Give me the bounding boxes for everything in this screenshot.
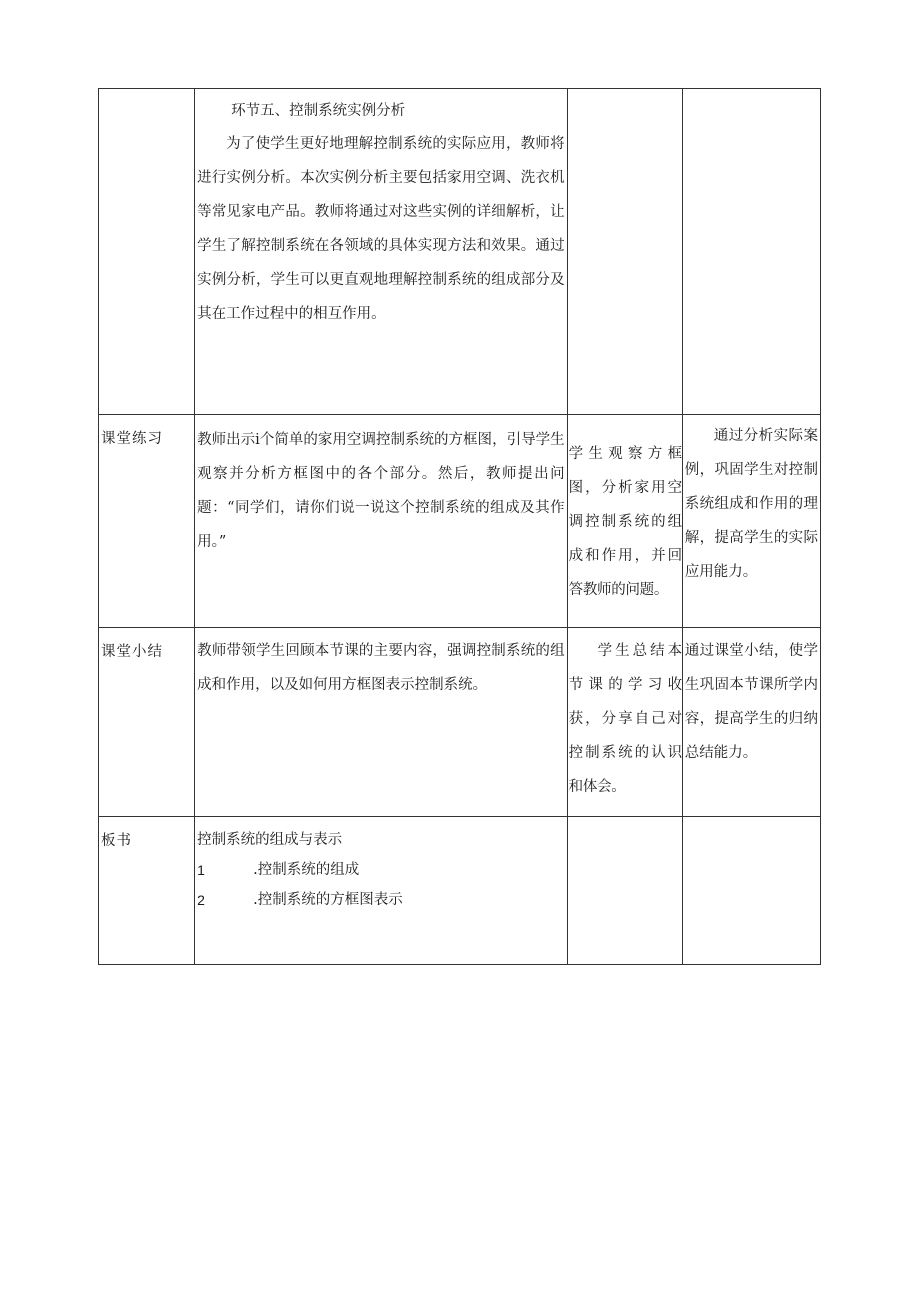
student-activity-text: 学生总结本节课的学习收获，分享自己对控制系统的认识和体会。 [568,643,682,795]
row-label: 板书 [101,833,132,849]
board-title: 控制系统的组成与表示 [197,832,343,848]
teacher-activity-cell [195,89,568,415]
table-row [99,89,821,415]
design-purpose-cell [682,817,820,965]
design-purpose-cell [682,415,820,628]
teacher-activity-text: 教师出示i个简单的家用空调控制系统的方框图，引导学生观察并分析方框图中的各个部分。然后，教师提出问题：“同学们，请你们说一说这个控制系统的组成及其作用。” [197,432,565,550]
design-purpose-text: 通过课堂小结，使学生巩固本节课所学内容，提高学生的归纳总结能力。 [684,643,818,761]
student-activity-cell [567,817,682,965]
lesson-plan-table [98,88,821,965]
table-row [99,817,821,965]
board-item [197,855,565,885]
design-purpose-cell [682,628,820,817]
student-activity-cell [567,89,682,415]
design-purpose-text: 通过分析实际案例，巩固学生对控制系统组成和作用的理解，提高学生的实际应用能力。 [684,428,818,580]
teacher-activity-cell [195,628,568,817]
row-label-cell [99,89,195,415]
section-heading: 环节五、控制系统实例分析 [231,103,406,119]
board-item-number: 2 [197,892,205,908]
table-row [99,628,821,817]
teacher-activity-text: 教师带领学生回顾本节课的主要内容，强调控制系统的组成和作用，以及如何用方框图表示控制系统。 [197,643,565,693]
board-item [197,885,565,915]
table-row [99,415,821,628]
teacher-activity-cell [195,415,568,628]
design-purpose-cell [682,89,820,415]
section-body: 为了使学生更好地理解控制系统的实际应用，教师将进行实例分析。本次实例分析主要包括家用空调、洗衣机等常见家电产品。教师将通过对这些实例的详细解析，让学生了解控制系统在各领域的具体实现方法和效果。通过实例分析，学生可以更直观地理解控制系统的组成部分及其在工作过程中的相互作用。 [197,136,565,322]
student-activity-cell [567,415,682,628]
board-content-cell [195,817,568,965]
board-item-text: .控制系统的组成 [253,862,360,878]
row-label-cell [99,817,195,965]
board-item-text: .控制系统的方框图表示 [253,892,403,908]
board-item-number: 1 [197,862,205,878]
row-label-cell [99,628,195,817]
row-label: 课堂练习 [101,431,163,447]
student-activity-cell [567,628,682,817]
row-label-cell [99,415,195,628]
row-label: 课堂小结 [101,644,163,660]
student-activity-text: 学生观察方框图，分析家用空调控制系统的组成和作用，并回答教师的问题。 [568,446,682,598]
